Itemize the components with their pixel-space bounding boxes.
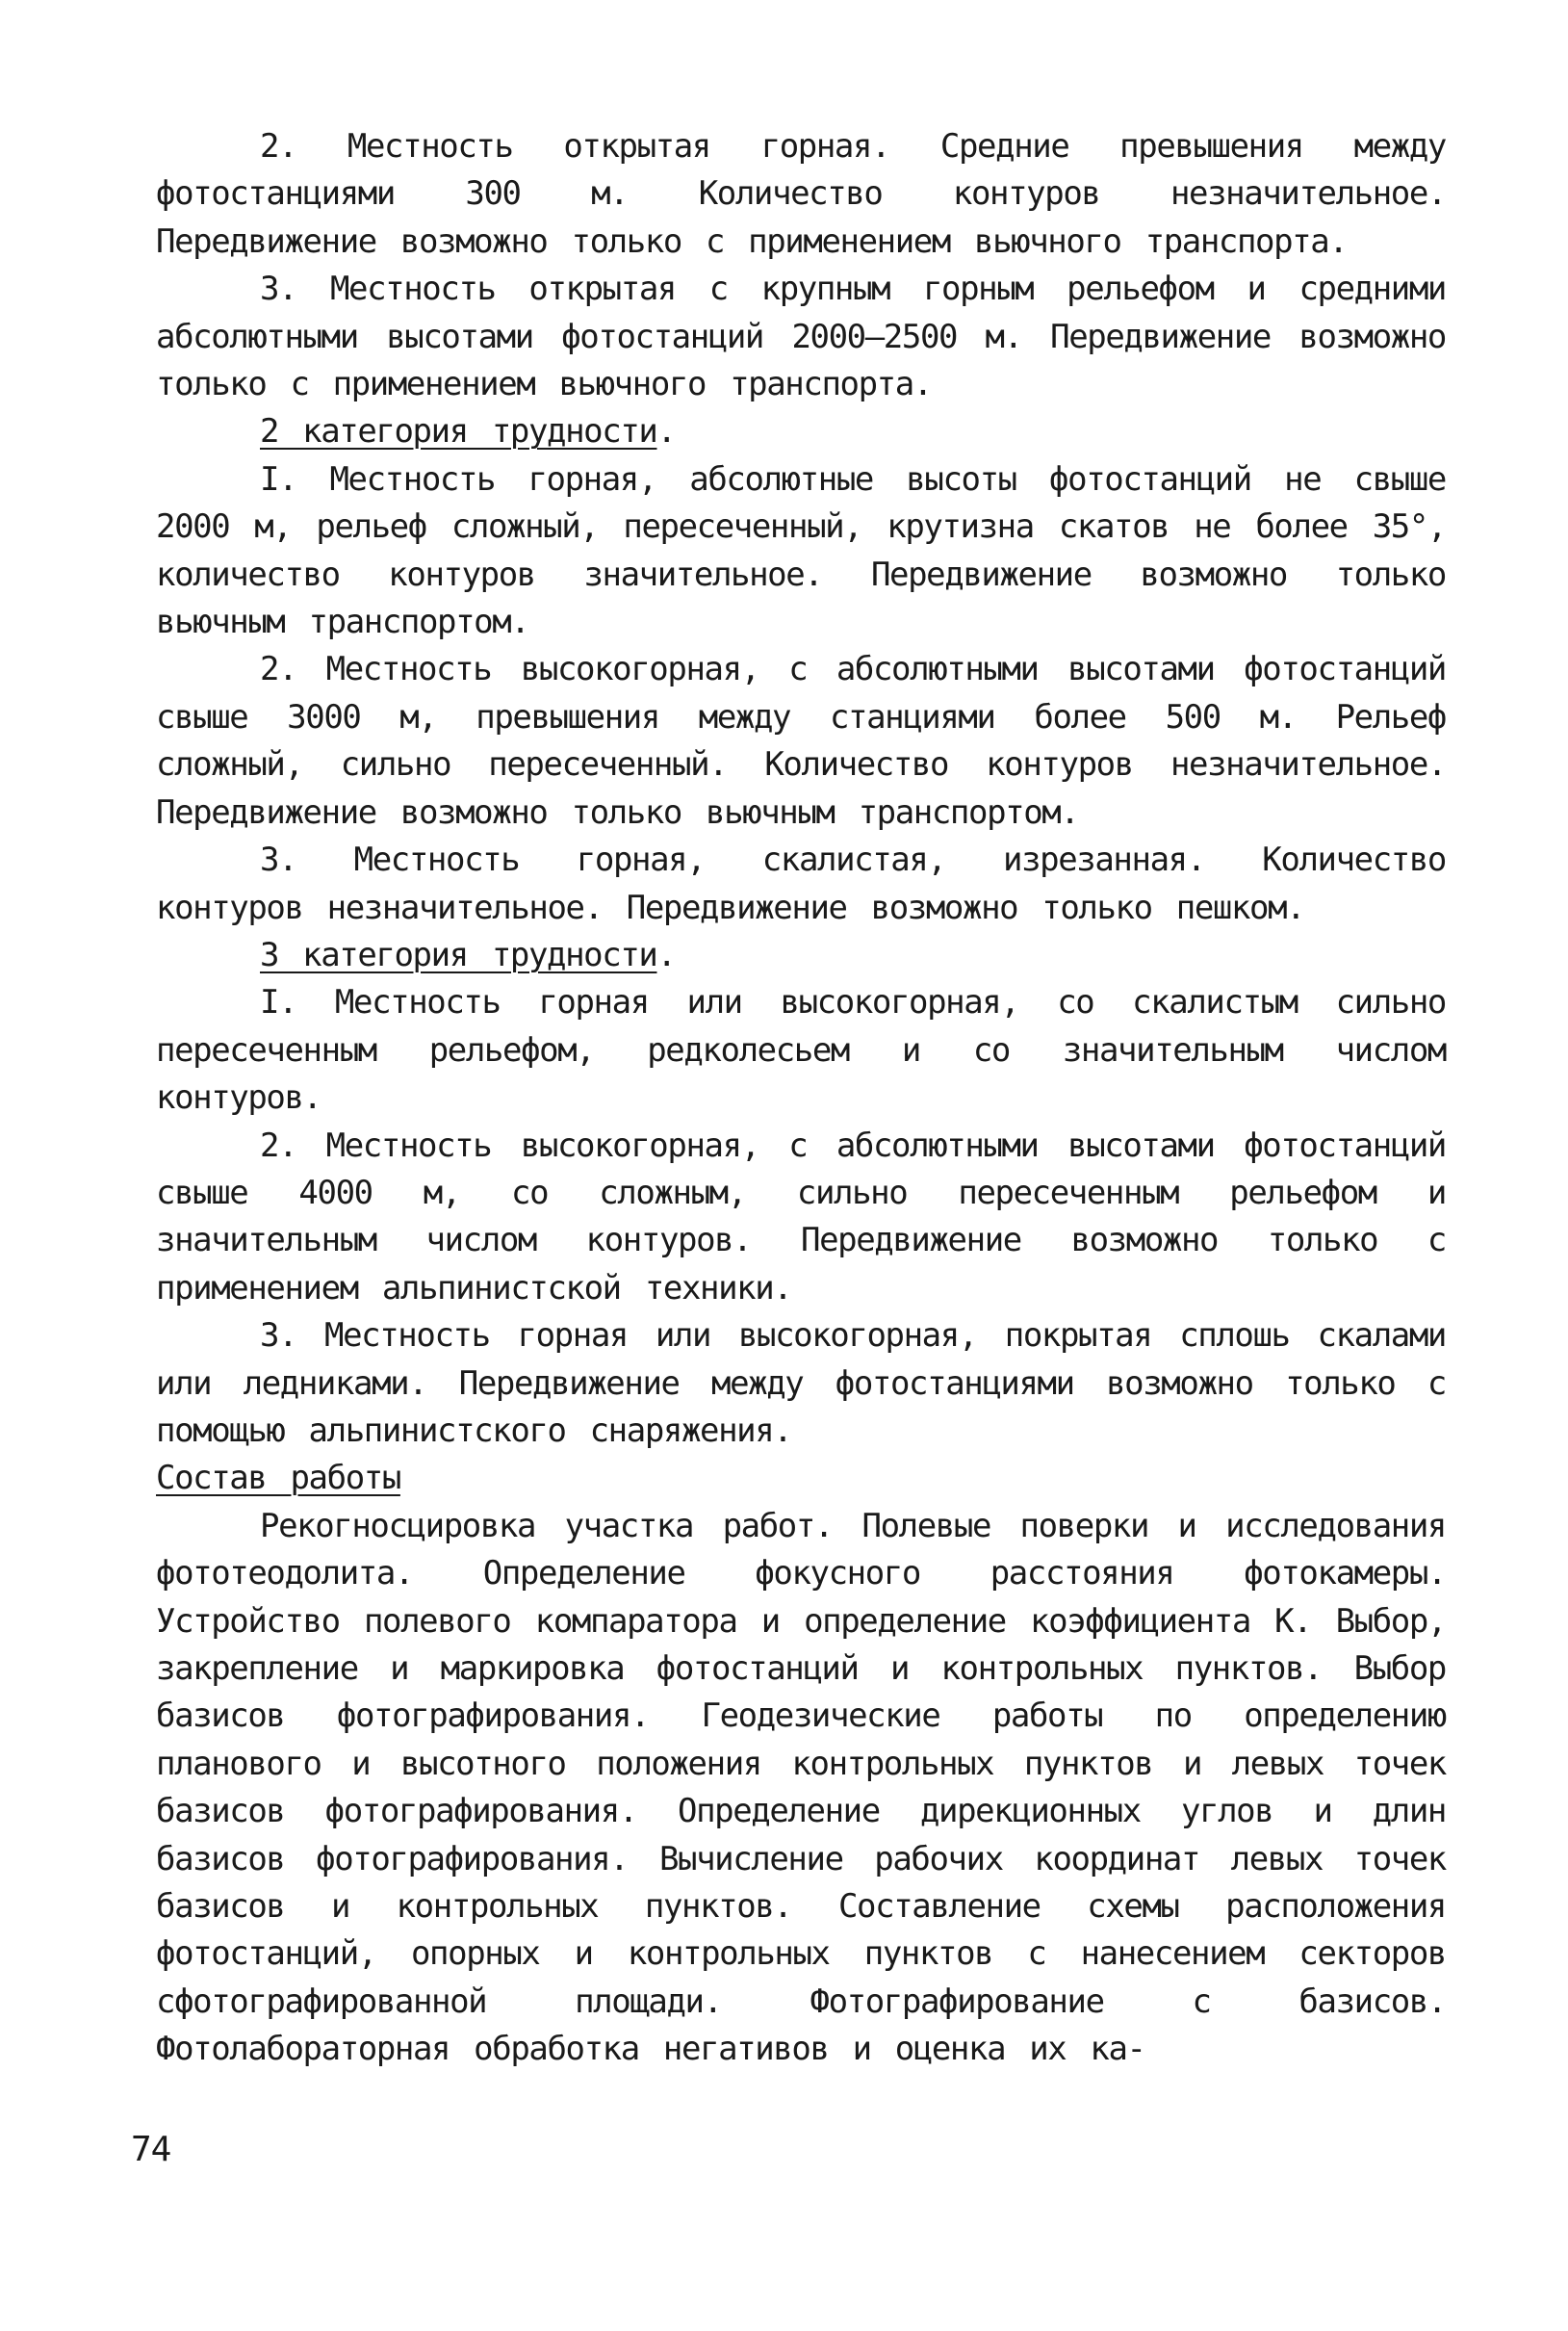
category-3-heading-punct: .	[656, 935, 676, 974]
paragraph-cat3-item1: I. Местность горная или высокогорная, со скалистым сильно пересеченным рельефом, редколесьем и со значительным числом контуров.	[156, 983, 1446, 1118]
paragraph-cat2-item1: I. Местность горная, абсолютные высоты фотостанций не свыше 2000 м, рельеф сложный, пересеченный, крутизна скатов не более 35°, количество контуров значительное. Передвижение возможно только вьючным транспортом.	[156, 459, 1446, 642]
category-2-heading-text: 2 категория трудности	[260, 412, 657, 452]
paragraph-cat2-item3: 3. Местность горная, скалистая, изрезанная. Количество контуров незначительное. Передвижение возможно только пешком.	[156, 841, 1446, 927]
page-number: 74	[131, 2130, 171, 2169]
paragraph-cat2-item2: 2. Местность высокогорная, с абсолютными высотами фотостанций свыше 3000 м, превышения между станциями более 500 м. Рельеф сложный, сильно пересеченный. Количество контуров незначительное. Передвижение возможно только вьючным транспортом.	[156, 650, 1446, 832]
paragraph-cat1-item3: 3. Местность открытая с крупным горным рельефом и средними абсолютными высотами фотостанций 2000–2500 м. Передвижение возможно только с применением вьючного транспорта.	[156, 270, 1446, 404]
body-text	[156, 123, 1446, 2074]
paragraph-work-composition: Рекогносцировка участка работ. Полевые поверки и исследования фототеодолита. Определение фокусного расстояния фотокамеры. Устройство полевого компаратора и определение коэффициента К. Выбор, закрепление и маркировка фотостанций и контрольных пунктов. Выбор базисов фотографирования. Геодезические работы по определению планового и высотного положения контрольных пунктов и левых точек базисов фотографирования. Определение дирекционных углов и длин базисов фотографирования. Вычисление рабочих координат левых точек базисов и контрольных пунктов. Составление схемы расположения фотостанций, опорных и контрольных пунктов с нанесением секторов сфотографированной площади. Фотографирование с базисов. Фотолабораторная обработка негативов и оценка их ка-	[156, 1506, 1446, 2069]
section-title-text: Состав работы	[156, 1459, 400, 1498]
paragraph-cat1-item2: 2. Местность открытая горная. Средние превышения между фотостанциями 300 м. Количество контуров незначительное. Передвижение возможно только с применением вьючного транспорта.	[156, 127, 1446, 261]
category-3-heading-text: 3 категория трудности	[260, 935, 657, 974]
section-title	[156, 1455, 1446, 1502]
category-3-heading	[156, 932, 1446, 979]
paragraph-cat3-item3: 3. Местность горная или высокогорная, покрытая сплошь скалами или ледниками. Передвижение между фотостанциями возможно только с помощью альпинистского снаряжения.	[156, 1316, 1446, 1450]
paragraph-cat3-item2: 2. Местность высокогорная, с абсолютными высотами фотостанций свыше 4000 м, со сложным, сильно пересеченным рельефом и значительным числом контуров. Передвижение возможно только с применением альпинистской техники.	[156, 1126, 1446, 1308]
category-2-heading-punct: .	[656, 412, 676, 452]
category-2-heading	[156, 408, 1446, 455]
